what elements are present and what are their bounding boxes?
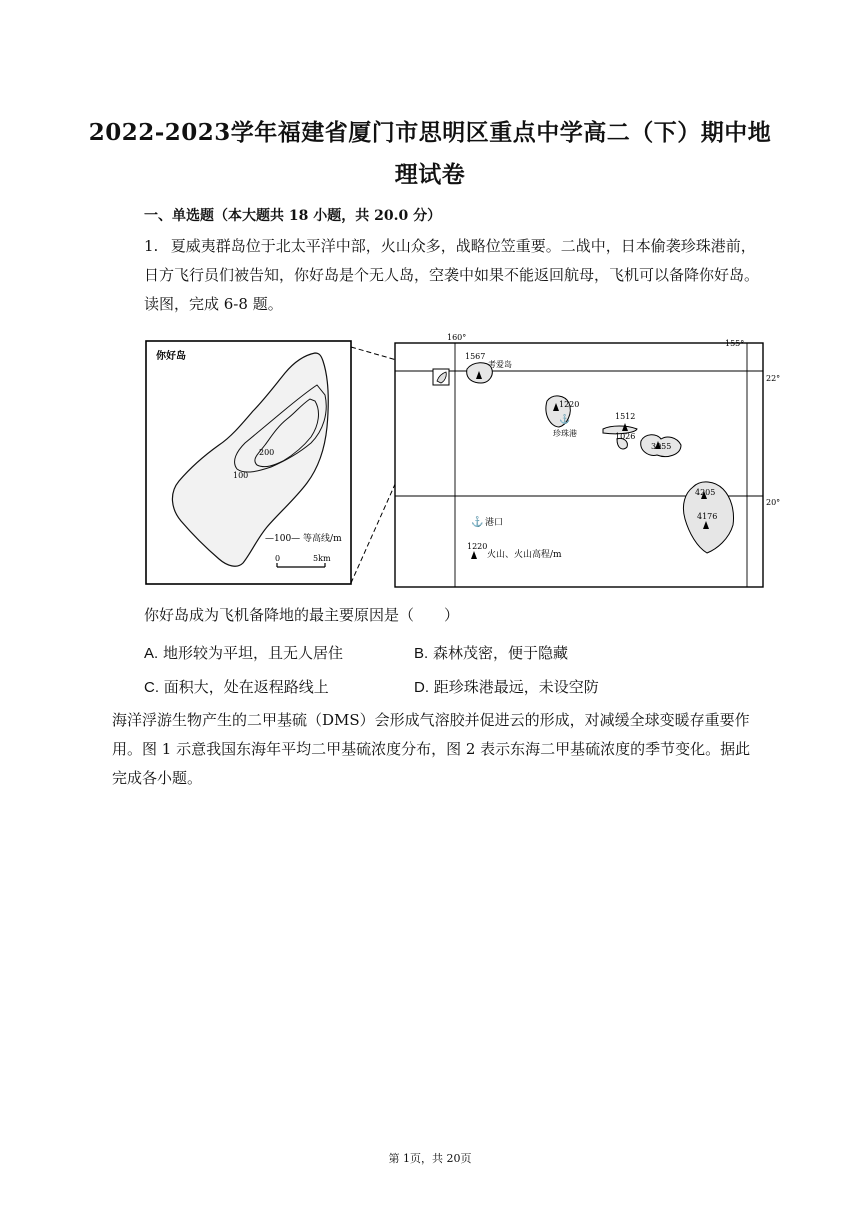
option-a[interactable] — [144, 642, 343, 663]
label-lat-20: 20° — [766, 498, 781, 507]
page-footer: 第 1页，共 20页 — [388, 1152, 472, 1165]
reading-passage: 海洋浮游生物产生的二甲基硫（DMS）会形成气溶胶并促进云的形成，对减缓全球变暖存重要作用。图 1 示意我国东海年平均二甲基硫浓度分布，图 2 表示东海二甲基硫浓度的季节变化。据此完成各小题。 — [112, 711, 751, 787]
legend-port: 港口 — [485, 518, 504, 528]
elev-1567: 1567 — [465, 352, 486, 361]
option-d-letter: D. — [414, 679, 429, 696]
port-legend-icon: ⚓ — [471, 517, 484, 528]
option-d[interactable] — [414, 676, 599, 697]
option-b-letter: B. — [414, 645, 429, 662]
option-c[interactable] — [144, 676, 329, 697]
elev-3055: 3055 — [651, 442, 672, 451]
label-lat-22: 22° — [766, 374, 781, 383]
scale-5km: 5km — [313, 554, 331, 563]
elev-4176: 4176 — [697, 512, 718, 521]
question-body: 夏威夷群岛位于北太平洋中部，火山众多，战略位笠重要。二战中，日本偷袭珍珠港前，日方飞行员们被告知，你好岛是个无人岛，空袭中如果不能返回航母，飞机可以备降你好岛。读图，完成 6-8 题。 — [144, 237, 760, 313]
option-d-text: 距珍珠港最远，未设空防 — [433, 678, 599, 696]
label-lon-155: 155° — [725, 339, 745, 348]
legend-volcano: 火山、火山高程/m — [487, 550, 562, 560]
option-c-letter: C. — [144, 679, 159, 696]
option-a-text: 地形较为平坦，且无人居住 — [162, 644, 343, 662]
option-c-text: 面积大，处在返程路线上 — [163, 678, 329, 696]
label-lon-160: 160° — [447, 333, 467, 342]
exam-title-line2: 理试卷 — [394, 161, 466, 188]
exam-title-line1: 2022-2023学年福建省厦门市思明区重点中学高二（下）期中地 — [88, 119, 772, 146]
legend-volcano-value: 1220 — [467, 542, 488, 551]
elev-1220: 1220 — [559, 400, 580, 409]
port-icon: ⚓ — [559, 415, 571, 425]
scale-zero: 0 — [275, 554, 281, 563]
section-heading: 一、单选题（本大题共 18 小题，共 20.0 分） — [144, 208, 442, 224]
option-a-letter: A. — [144, 645, 159, 662]
kauai-name: 考爱岛 — [488, 360, 512, 369]
question-1-text — [144, 232, 764, 319]
hawaii-map-figure — [145, 333, 781, 593]
contour-label-200: 200 — [259, 448, 275, 457]
question-number: 1. — [144, 237, 159, 255]
option-b[interactable] — [414, 642, 568, 663]
elev-1026: 1026 — [615, 432, 636, 441]
pearl-harbor-label: 珍珠港 — [553, 429, 577, 438]
inset-title: 你好岛 — [156, 351, 186, 362]
contour-legend: —100— 等高线/m — [265, 534, 342, 544]
elev-1512: 1512 — [615, 412, 636, 421]
option-b-text: 森林茂密，便于隐藏 — [432, 644, 568, 662]
question-stem: 你好岛成为飞机备降地的最主要原因是（ ） — [144, 606, 460, 624]
contour-label-100: 100 — [233, 471, 249, 480]
elev-4205: 4205 — [695, 488, 716, 497]
